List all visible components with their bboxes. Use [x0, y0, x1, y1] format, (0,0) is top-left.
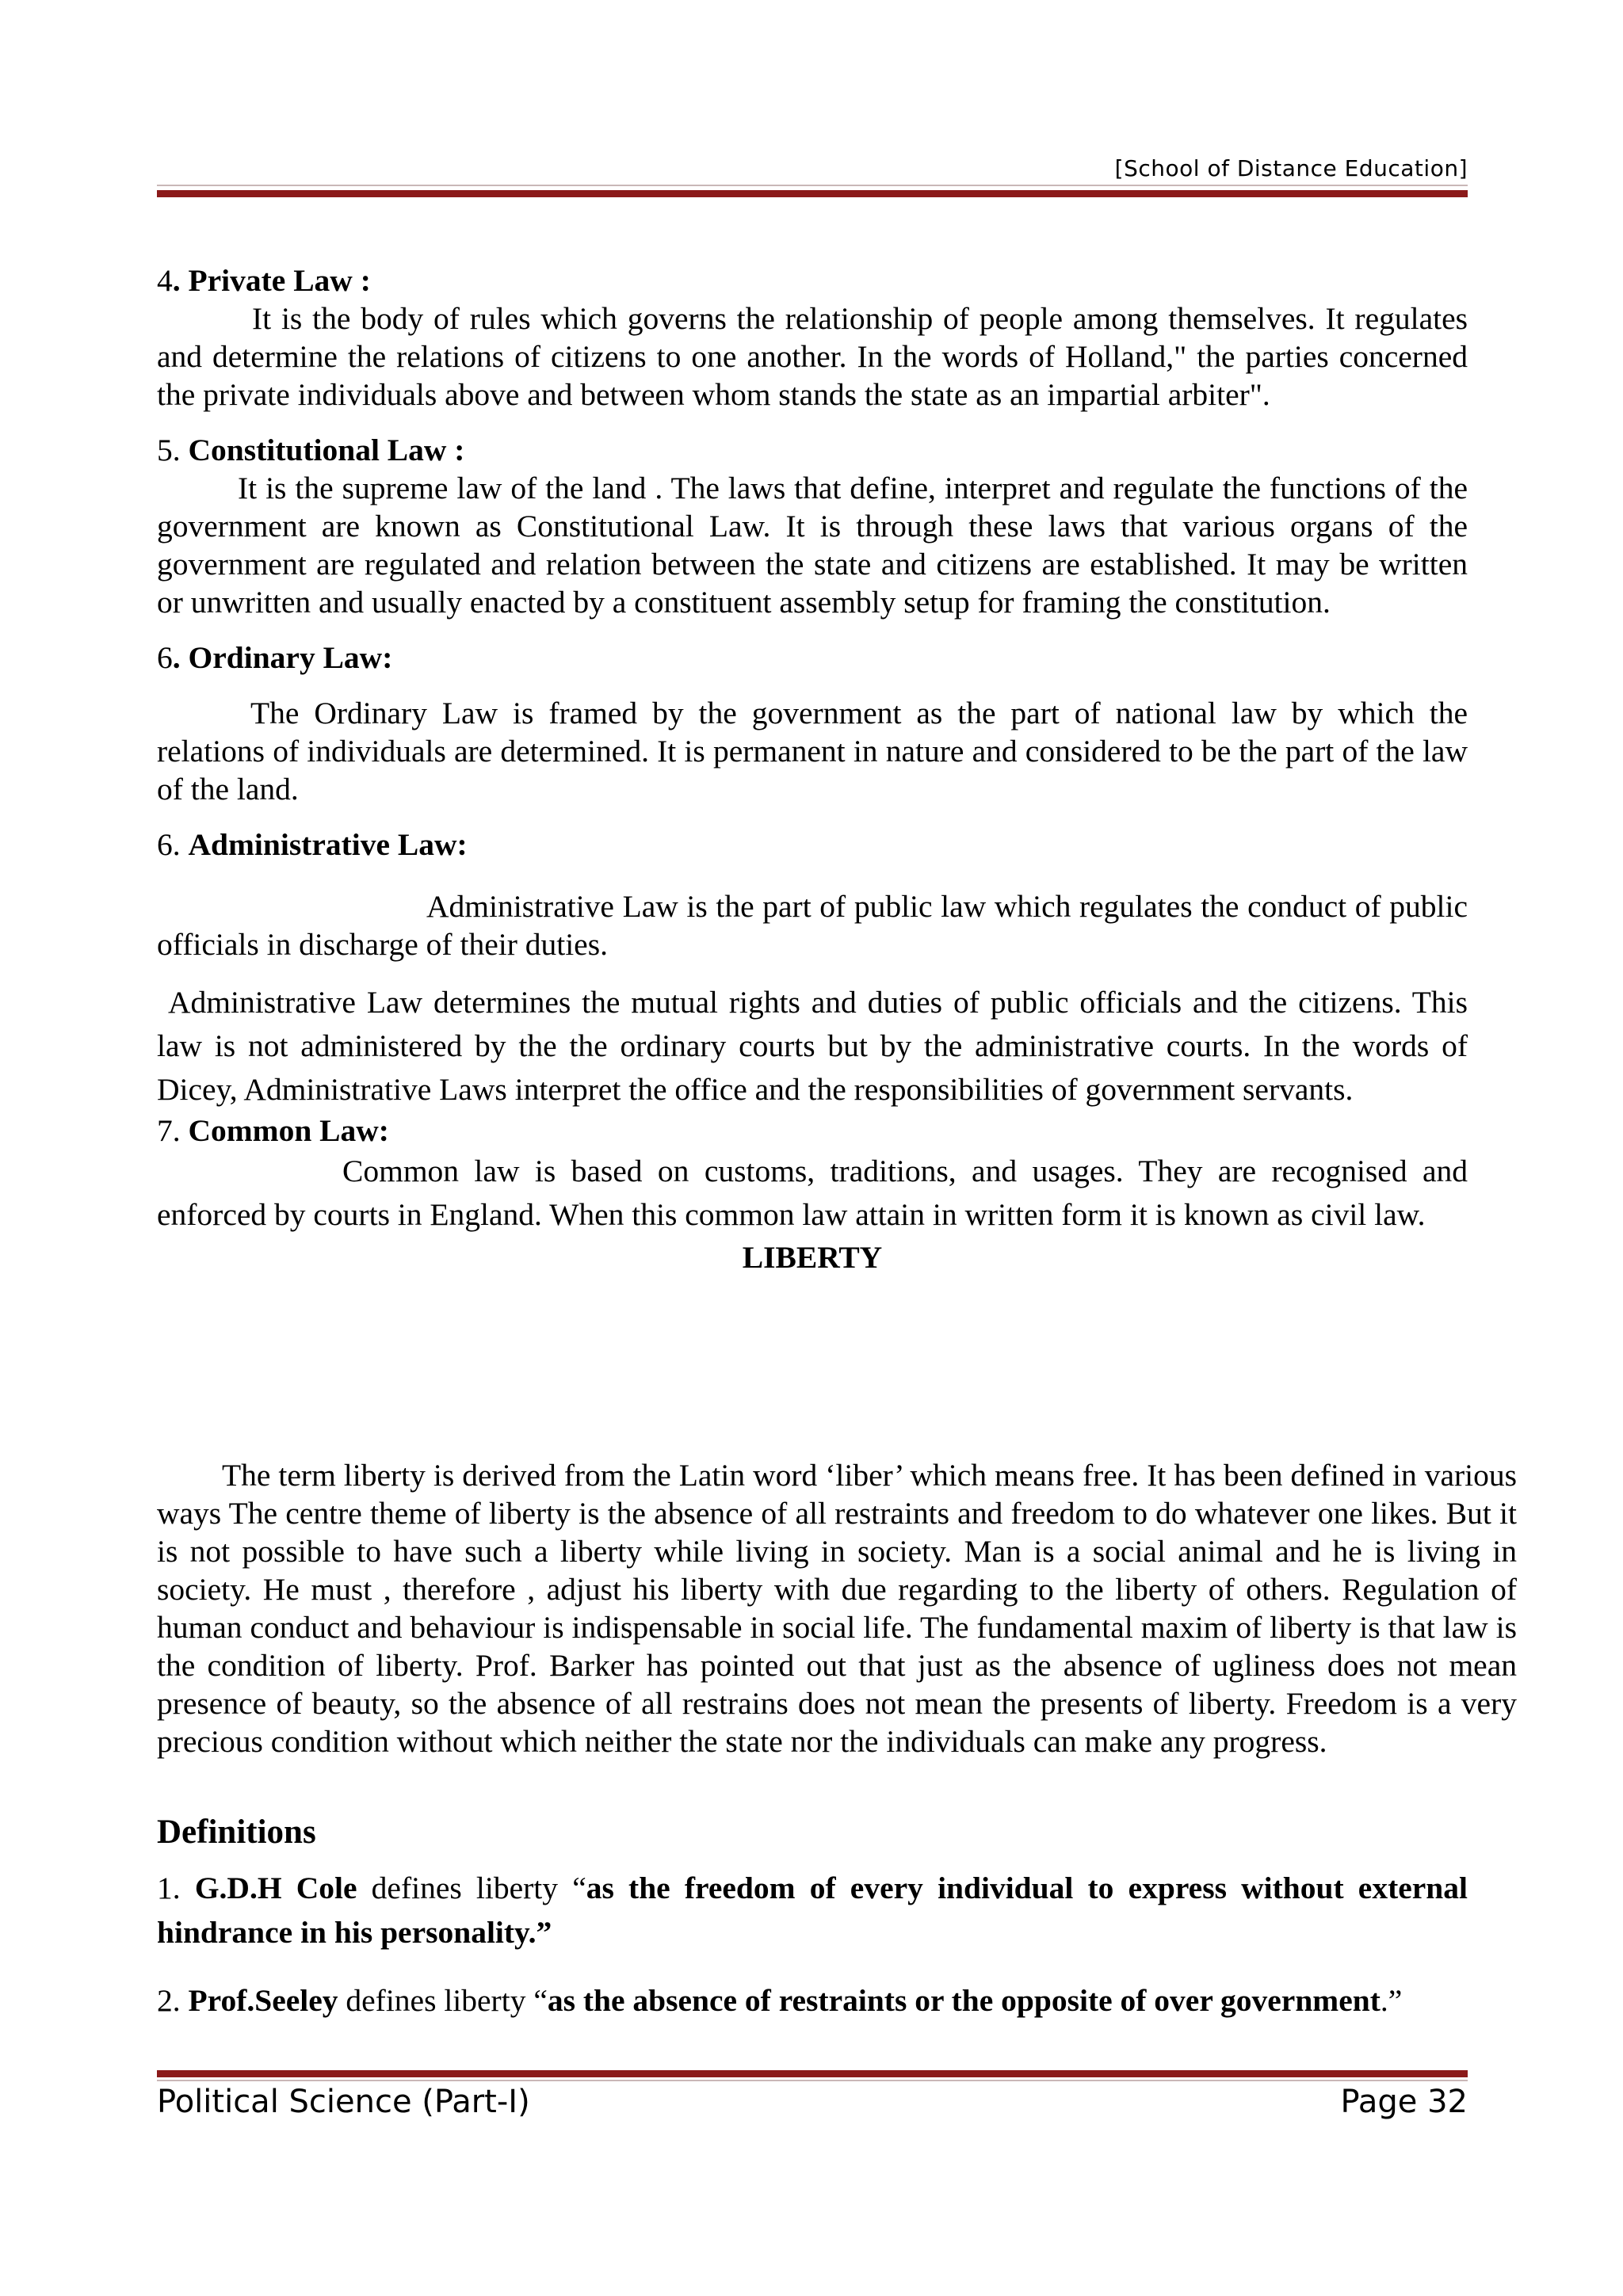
definition-item-1: 1. G.D.H Cole defines liberty “as the freedom of every individual to express without external hindrance in his personality.” — [157, 1871, 1468, 1950]
definitions-title: Definitions — [157, 1814, 316, 1851]
common-law-body: Common law is based on customs, traditions, and usages. They are recognised and enforced by courts in England. When this common law attain in written form it is known as civil law. — [157, 1154, 1468, 1232]
footer-rule-thin — [157, 2080, 1468, 2081]
main-content — [157, 261, 1468, 1276]
liberty-section — [157, 1456, 1517, 1760]
administrative-law-body-2: Administrative Law determines the mutual rights and duties of public officials and the citizens. This law is not administered by the the ordinary courts but by the administrative courts. In the words of Dicey, Administrative Laws interpret the office and the responsibilities of government servants. — [157, 985, 1468, 1107]
liberty-body: The term liberty is derived from the Latin word ‘liber’ which means free. It has been defined in various ways The centre theme of liberty is the absence of all restraints and freedom to do whatever one likes. But it is not possible to have such a liberty while living in society. Man is a social animal and he is living in society. He must , therefore , adjust his liberty with due regarding to the liberty of others. Regulation of human conduct and behaviour is indispensable in social life. The fundamental maxim of liberty is that law is the condition of liberty. Prof. Barker has pointed out that just as the absence of ugliness does not mean presence of beauty, so the absence of all restrains does not mean the presents of liberty. Freedom is a very precious condition without which neither the state nor the individuals can make any progress. — [157, 1458, 1517, 1759]
private-law-body: It is the body of rules which governs the relationship of people among themselves. It regulates and determine the relations of citizens to one another. In the words of Holland," the parties concerned the private individuals above and between whom stands the state as an impartial arbiter". — [157, 301, 1468, 412]
administrative-law-body-1: Administrative Law is the part of public law which regulates the conduct of public officials in discharge of their duties. — [157, 889, 1468, 962]
footer-page-number: Page 32 — [1340, 2084, 1468, 2120]
ordinary-law-heading: 6. Ordinary Law: — [157, 640, 393, 675]
header-rule — [157, 190, 1468, 197]
header-rule-thin — [157, 185, 1468, 186]
constitutional-law-heading: 5. Constitutional Law : — [157, 433, 465, 467]
administrative-law-heading: 6. Administrative Law: — [157, 827, 468, 862]
private-law-heading: 4. Private Law : — [157, 263, 371, 298]
footer-course-title: Political Science (Part-I) — [157, 2084, 530, 2120]
footer-rule — [157, 2070, 1468, 2077]
header-title: [School of Distance Education] — [1114, 155, 1468, 181]
liberty-title: LIBERTY — [742, 1240, 883, 1275]
ordinary-law-body: The Ordinary Law is framed by the government as the part of national law by which the relations of individuals are determined. It is permanent in nature and considered to be the part of the law of the land. — [157, 696, 1468, 807]
common-law-heading: 7. Common Law: — [157, 1113, 389, 1148]
constitutional-law-body: It is the supreme law of the land . The laws that define, interpret and regulate the functions of the government are known as Constitutional Law. It is through these laws that various organs of the government are regulated and relation between the state and citizens are established. It may be written or unwritten and usually enacted by a constituent assembly setup for framing the constitution. — [157, 471, 1468, 620]
definitions-section — [157, 1810, 1468, 2023]
definition-item-2: 2. Prof.Seeley defines liberty “as the absence of restraints or the opposite of over government.” — [157, 1983, 1403, 2018]
